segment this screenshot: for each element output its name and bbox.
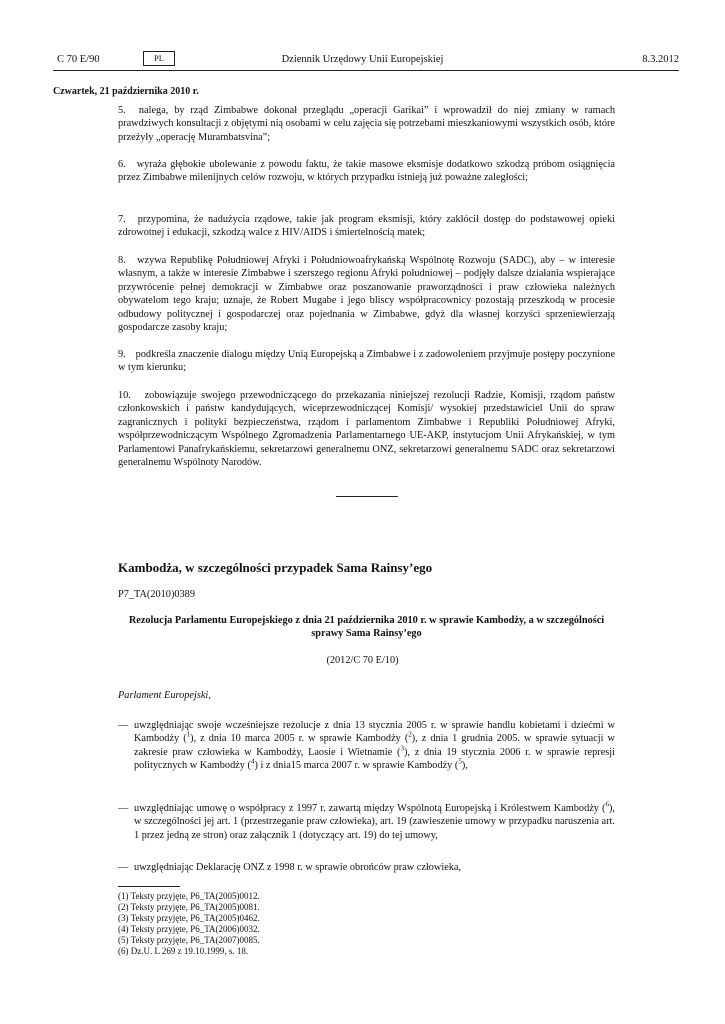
paragraph-number: 5. [118,105,126,116]
paragraph-10 [118,389,615,469]
header-rule [53,70,679,71]
footnote-rule [118,886,180,887]
sitting-date: Czwartek, 21 października 2010 r. [53,86,199,97]
footnote-ref-6: 6 [605,800,609,809]
footnote: (4) Teksty przyjęte, P6_TA(2006)0032. [118,924,260,934]
recital-text: uwzględniając umowę o współpracy z 1997 r. zawartą między Wspólnotą Europejską i Królestwem Kambodży ($^6$), w szczególności jej art. 1 (przestrzeganie praw człowieka), art. 19 (zawieszenie umowy w przypadku naruszenia art. 1 przez jedną ze stron) oraz załącznik 1 (dotyczący art. 19) do tej umowy, [134,800,615,841]
paragraph-number: 10. [118,390,131,401]
paragraph-text: przypomina, że nadużycia rządowe, takie jak program eksmisji, który zakłócił dostęp do podstawowej opieki zdrowotnej i edukacji, szkodzą walce z HIV/AIDS i śmiertelnością matek; [118,214,615,239]
official-journal-reference: (2012/C 70 E/10) [326,655,399,666]
footnote-ref-3: 3 [400,744,404,753]
dash-mark: — [118,862,129,873]
parliament-label: Parlament Europejski, [118,690,211,701]
footnote: (6) Dz.U. L 269 z 19.10.1999, s. 18. [118,946,249,956]
footnote: (1) Teksty przyjęte, P6_TA(2005)0012. [118,891,260,901]
footnote: (2) Teksty przyjęte, P6_TA(2005)0081. [118,902,260,912]
section-separator [336,496,398,497]
paragraph-number: 6. [118,159,126,170]
journal-title: Dziennik Urzędowy Unii Europejskiej [281,54,444,65]
recital-text: uwzględniając Deklarację ONZ z 1998 r. w sprawie obrońców praw człowieka, [134,862,462,873]
paragraph-6 [118,158,615,185]
section-title: Kambodża, w szczególności przypadek Sama Rainsy’ego [118,560,433,575]
dash-mark: — [118,803,129,814]
paragraph-text: wzywa Republikę Południowej Afryki i Południowoafrykańską Wspólnotę Rozwoju (SADC), aby – w interesie własnym, a także w interesie Zimbabwe i szerszego regionu Afryki południowej – podjęły dalsze działania wspierające przywrócenie pełnej demokracji w Zimbabwe oraz poszanowanie praworządności i praw człowieka należnych obywatelom tego kraju; uznaje, że Robert Mugabe i jego bliscy współpracownicy pozostają przeszkodą w procesie odbudowy politycznej i gospodarczej oraz pojednania w Zimbabwe, gdyż dla własnej korzyści sprzeniewierzają gospodarcze zasoby kraju; [118,255,615,334]
paragraph-9 [118,348,615,375]
footnote: (3) Teksty przyjęte, P6_TA(2005)0462. [118,913,260,923]
resolution-subtitle: Rezolucja Parlamentu Europejskiego z dnia 21 października 2010 r. w sprawie Kambodży, a w szczególności sprawy Sama Rainsy’ego [128,615,605,640]
paragraph-text: zobowiązuje swojego przewodniczącego do przekazania niniejszej rezolucji Radzie, Komisji, rządom państw członkowskich i państw kandydujących, wiceprzewodniczącej Komisji/ wysokiej przedstawiciel Unii do spraw zagranicznych i polityki bezpieczeństwa, rządom i parlamentom Zimbabwe i Republiki Południowej Afryki, współprzewodniczącym Wspólnego Zgromadzenia Parlamentarnego UE-AKP, instytucjom Unii Afrykańskiej, w tym Parlamentowi Panafrykańskiemu, sekretarzowi generalnemu ONZ, sekretarzowi generalnemu SADC oraz sekretarzowi generalnemu Wspólnoty Narodów. [118,390,615,469]
recital-3 [118,861,615,874]
paragraph-text: podkreśla znaczenie dialogu między Unią Europejską a Zimbabwe i z zadowoleniem przyjmuje postępy poczynione w tym kierunku; [118,349,616,374]
paragraph-number: 9. [118,349,126,360]
recital-text: uwzględniając swoje wcześniejsze rezolucje z dnia 13 stycznia 2005 r. w sprawie handlu kobietami i dziećmi w Kambodży ($^1$), z dnia 10 marca 2005 r. w sprawie Kambodży ($^2$), z dnia 1 grudnia 2005. w sprawie sytuacji w zakresie praw człowieka w Kambodży, Laosie i Wietnamie ($^3$), z dnia 19 stycznia 2006 r. w sprawie represji politycznych w Kambodży ($^4$) i z dnia15 marca 2007 r. w sprawie Kambodży ($^5$), [134,720,615,772]
footnote: (5) Teksty przyjęte, P6_TA(2007)0085. [118,935,260,945]
dash-mark: — [118,720,129,731]
paragraph-5 [118,104,615,144]
paragraph-8 [118,254,615,334]
language-badge: PL [143,51,175,66]
footnote-ref-1: 1 [186,730,191,739]
footnote-ref-2: 2 [408,730,412,739]
journal-series-ref: C 70 E/90 [57,54,100,65]
paragraph-text: nalega, by rząd Zimbabwe dokonał przeglądu „operacji Garikai” i wprowadził do niej zmiany w ramach prawdziwych konsultacji z objętymi nią osobami w celu zajęcia się potrzebami mieszkaniowymi wszystkich osób, które przeżyły „operację Murambatsvina”; [118,105,615,143]
paragraph-text: wyraża głębokie ubolewanie z powodu faktu, że takie masowe eksmisje dodatkowo szkodzą próbom osiągnięcia przez Zimbabwe milenijnych celów rozwoju, w których przypadku istnieją już poważne zaległości; [118,159,615,184]
paragraph-number: 7. [118,214,126,225]
document-reference: P7_TA(2010)0389 [118,589,195,600]
publication-date: 8.3.2012 [642,54,679,65]
footnote-ref-5: 5 [458,757,462,766]
recital-2 [118,802,615,842]
recital-1 [118,719,615,773]
paragraph-number: 8. [118,255,126,266]
paragraph-7 [118,213,615,240]
footnote-ref-4: 4 [250,757,255,766]
